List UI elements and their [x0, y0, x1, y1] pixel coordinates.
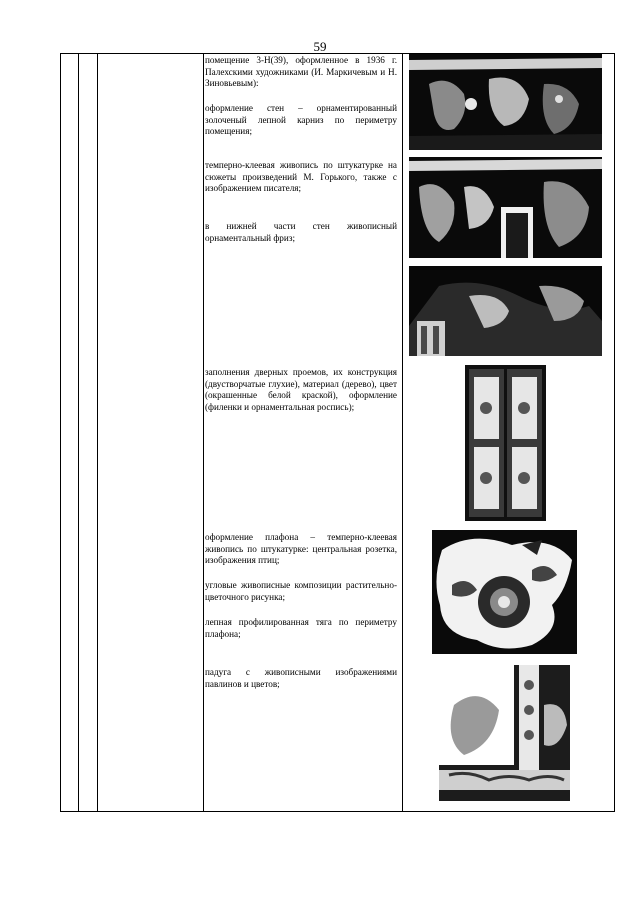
photo-wall-painting-1	[409, 54, 602, 150]
photo-frieze	[409, 266, 602, 356]
photo-double-door	[465, 365, 546, 521]
page-number: 59	[313, 39, 327, 54]
photo-cove-peacocks	[439, 665, 570, 801]
paragraph-doors: заполнения дверных проемов, их конструкция (двустворчатые глухие), материал (дерево), цвет (окрашенные белой краской), оформление (филенки и орнаментальная роспись);	[205, 367, 397, 412]
paragraph-cornice: оформление стен – орнаментированный золоченый лепной карниз по периметру помещения;	[205, 103, 397, 137]
paragraph-frieze: в нижней части стен живописный орнаментальный фриз;	[205, 221, 397, 243]
column-divider-1	[78, 54, 79, 811]
photo-wall-painting-2	[409, 157, 602, 258]
paragraph-ceiling: оформление плафона – темперно-клеевая живопись по штукатурке: центральная розетка, изображения птиц;	[205, 532, 397, 566]
column-divider-3	[203, 54, 204, 811]
paragraph-corner-compositions: угловые живописные композиции растительно-цветочного рисунка;	[205, 580, 397, 602]
photo-ceiling-rosette	[432, 530, 577, 654]
column-divider-2	[97, 54, 98, 811]
paragraph-wall-painting: темперно-клеевая живопись по штукатурке на сюжеты произведений М. Горького, также с изображением писателя;	[205, 160, 397, 194]
paragraph-moulding: лепная профилированная тяга по периметру плафона;	[205, 617, 397, 639]
paragraph-cove: падуга с живописными изображениями павлинов и цветов;	[205, 667, 397, 689]
paragraph-room-intro: помещение 3-Н(39), оформленное в 1936 г. Палехскими художниками (И. Маркичевым и Н. Зиновьевым):	[205, 55, 397, 89]
column-divider-4	[402, 54, 403, 811]
